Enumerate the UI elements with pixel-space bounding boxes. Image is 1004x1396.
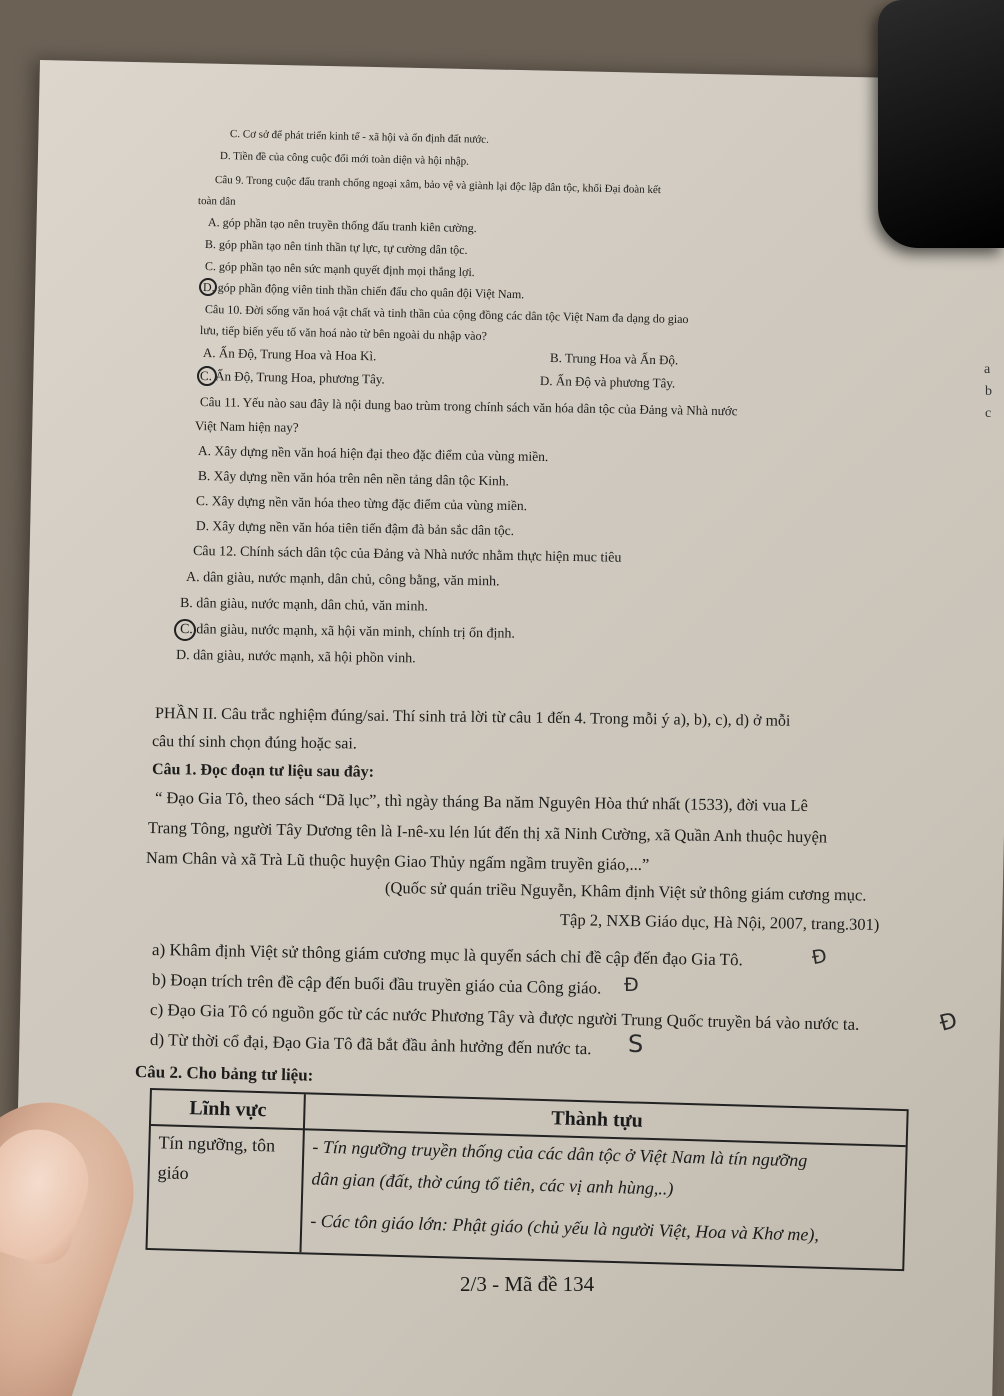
question-10-option-b: B. Trung Hoa và Ấn Độ. bbox=[549, 350, 679, 368]
table-achievement-line3: - Các tôn giáo lớn: Phật giáo (chủ yếu là người Việt, Hoa và Khơ me), bbox=[310, 1210, 820, 1245]
question-9-line2: toàn dân bbox=[197, 195, 236, 208]
question-11-option-c: C. Xây dựng nền văn hóa theo từng đặc điểm của vùng miền. bbox=[195, 493, 528, 514]
question-12-option-a: A. dân giàu, nước mạnh, dân chủ, công bằng, văn minh. bbox=[185, 570, 500, 590]
question-11-line1: Câu 11. Yếu nào sau đây là nội dung bao trùm trong chính sách văn hóa dân tộc của Đảng và Nhà nước bbox=[199, 394, 738, 419]
question-10-line1: Câu 10. Đời sống văn hoá vật chất và tinh thần của cộng đồng các dân tộc Việt Nam đa dạng do giao bbox=[204, 302, 689, 327]
answer-mark-c: Đ bbox=[937, 1008, 961, 1037]
thumbnail bbox=[0, 1117, 102, 1272]
answer-mark-a: Đ bbox=[810, 944, 829, 970]
question-10-option-d: D. Ấn Độ và phương Tây. bbox=[539, 373, 676, 391]
statement-b: b) Đoạn trích trên đề cập đến buổi đầu truyền giáo của Công giáo. bbox=[151, 970, 602, 998]
question-11-line2: Việt Nam hiện nay? bbox=[194, 418, 299, 435]
statement-a: a) Khâm định Việt sử thông giám cương mục là quyển sách chỉ đề cập đến đạo Gia Tô. bbox=[151, 940, 743, 970]
circle-mark-q10 bbox=[197, 366, 217, 386]
page-footer: 2/3 - Mã đề 134 bbox=[460, 1272, 595, 1296]
margin-letter-2: b bbox=[985, 384, 992, 399]
statement-c: c) Đạo Gia Tô có nguồn gốc từ các nước Phương Tây và được người Trung Quốc truyền bá vào nước ta. bbox=[149, 1000, 860, 1034]
question-11-option-d: D. Xây dựng nền văn hóa tiên tiến đậm đà bản sắc dân tộc. bbox=[195, 518, 515, 538]
citation-line2: Tập 2, NXB Giáo dục, Hà Nội, 2007, trang.301) bbox=[559, 910, 880, 935]
question-12-option-c: C. dân giàu, nước mạnh, xã hội văn minh, chính trị ổn định. bbox=[179, 622, 516, 642]
question-12-option-b: B. dân giàu, nước mạnh, dân chủ, văn minh. bbox=[179, 596, 428, 615]
margin-letter-1: a bbox=[984, 362, 991, 377]
data-table bbox=[145, 1088, 908, 1271]
question-12-option-d: D. dân giàu, nước mạnh, xã hội phồn vinh. bbox=[175, 648, 416, 667]
part-2-heading-line2: câu thí sinh chọn đúng hoặc sai. bbox=[151, 733, 357, 753]
question-12-stem: Câu 12. Chính sách dân tộc của Đảng và Nhà nước nhằm thực hiện muc tiêu bbox=[192, 544, 622, 566]
option-c-prev: C. Cơ sở để phát triển kinh tế - xã hội và ổn định đất nước. bbox=[229, 128, 490, 146]
table-field-line2: giáo bbox=[157, 1162, 189, 1184]
table-header-field: Lĩnh vực bbox=[189, 1097, 267, 1122]
table-field-line1: Tín ngưỡng, tôn bbox=[158, 1132, 276, 1156]
question-9-option-d: D. góp phần động viên tinh thần chiến đấu cho quân đội Việt Nam. bbox=[202, 280, 525, 302]
question-11-option-b: B. Xây dựng nền văn hóa trên nên nền tảng dân tộc Kinh. bbox=[197, 468, 510, 489]
citation-line1: (Quốc sử quán triều Nguyễn, Khâm định Việt sử thông giám cương mục. bbox=[384, 878, 867, 905]
statement-d: d) Từ thời cổ đại, Đạo Gia Tô đã bắt đầu ảnh hưởng đến nước ta. bbox=[149, 1030, 592, 1059]
margin-letter-3: c bbox=[985, 406, 992, 421]
part-2-text: PHẦN II. Câu trắc nghiệm đúng/sai. Thí sinh trả lời từ câu 1 đến 4. Trong mỗi ý a), b), c), d) ở mỗi bbox=[154, 705, 791, 730]
question-10-option-c: C. Ấn Độ, Trung Hoa, phương Tây. bbox=[199, 368, 385, 387]
answer-mark-b: Đ bbox=[624, 974, 639, 996]
circle-mark-q12 bbox=[174, 619, 196, 641]
question-9-option-c: C. góp phần tạo nên sức mạnh quyết định mọi thắng lợi. bbox=[204, 259, 475, 280]
question-10-line2: lưu, tiếp biến yếu tố văn hoá nào từ bên ngoài du nhập vào? bbox=[199, 323, 488, 344]
part-2-heading bbox=[155, 705, 791, 731]
question-9-option-b: B. góp phần tạo nên tinh thần tự lực, tự cường dân tộc. bbox=[204, 237, 468, 257]
question-10-option-a: A. Ấn Độ, Trung Hoa và Hoa Kì. bbox=[202, 345, 377, 364]
answer-mark-d: S bbox=[628, 1030, 644, 1058]
question-1-heading: Câu 1. Đọc đoạn tư liệu sau đây: bbox=[151, 761, 375, 781]
question-9-option-a: A. góp phần tạo nên truyền thống đấu tranh kiên cường. bbox=[207, 215, 477, 236]
question-9-line1: Câu 9. Trong cuộc đấu tranh chống ngoại xâm, bảo vệ và giành lại độc lập dân tộc, khối Đại đoàn kết bbox=[214, 174, 662, 197]
table-achievement-line1: - Tín ngưỡng truyền thống của các dân tộc ở Việt Nam là tín ngưỡng bbox=[312, 1136, 808, 1171]
circle-mark-q9 bbox=[199, 278, 217, 296]
source-text-line3: Nam Chân và xã Trà Lũ thuộc huyện Giao Thủy ngấm ngầm truyền giáo,...” bbox=[145, 848, 650, 875]
option-d-prev: D. Tiền đề của công cuộc đổi mới toàn diện và hội nhập. bbox=[219, 150, 470, 168]
question-11-option-a: A. Xây dựng nền văn hoá hiện đại theo đặc điểm của vùng miền. bbox=[197, 443, 549, 465]
question-2-heading: Câu 2. Cho bảng tư liệu: bbox=[134, 1062, 314, 1085]
source-text-line1: “ Đạo Gia Tô, theo sách “Dã lục”, thì ngày tháng Ba năm Nguyên Hòa thứ nhất (1533), đời vua Lê bbox=[154, 788, 808, 815]
table-header-achievement: Thành tựu bbox=[551, 1107, 644, 1132]
table-achievement-line2: dân gian (đất, thờ cúng tổ tiên, các vị anh hùng,..) bbox=[311, 1168, 674, 1199]
source-text-line2: Trang Tông, người Tây Dương tên là I-nê-xu lén lút đến thị xã Ninh Cường, xã Quần Anh thuộc huyện bbox=[147, 818, 828, 847]
